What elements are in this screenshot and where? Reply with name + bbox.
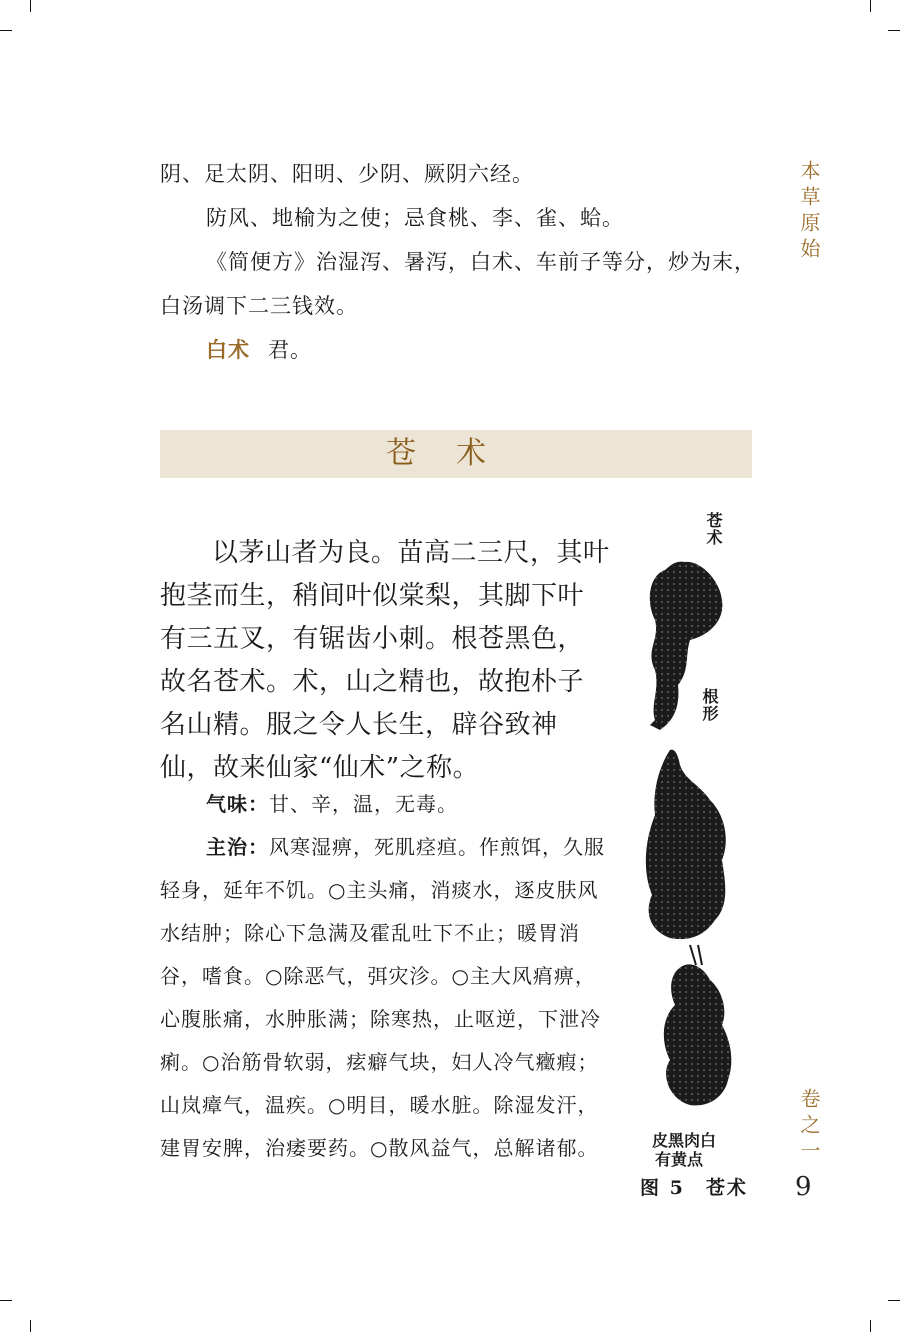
crop-mark: [30, 0, 31, 12]
crop-mark: [0, 30, 12, 31]
section-title: 苍术: [160, 430, 752, 478]
herb-name: 白术: [206, 337, 250, 362]
root-lower: [664, 945, 731, 1105]
herb-entry: [160, 328, 760, 372]
properties-block: [160, 783, 610, 1170]
continued-text-block: [160, 152, 760, 372]
root-middle: [646, 750, 726, 939]
figure-label-bottom-2: 有黄点: [655, 1150, 704, 1169]
zhuzhi-text: 风寒湿痹，死肌痉疸。作煎饵，久服轻身，延年不饥。○主头痛，消痰水，逐皮肤风水结肿；除心下急满及霍乱吐下不止；暖胃消谷，嗜食。○除恶气，弭灾沴。○主大风㾓痹，心腹胀痛，水肿胀满；除寒热，止呕逆，下泄冷痢。○治筋骨软弱，痃癖气块，妇人冷气癥瘕；山岚瘴气，温疾。○明目，暖水脏。除湿发汗，建胃安脾，治痿要药。○散风益气，总解诸郁。: [160, 835, 605, 1160]
main-paragraph: [160, 532, 610, 790]
zhuzhi-label: 主治：: [206, 835, 269, 859]
crop-mark: [888, 30, 900, 31]
text-line: 防风、地榆为之使；忌食桃、李、雀、蛤。: [206, 206, 624, 230]
text-line: 《简便方》治湿泻、暑泻，白术、车前子等分，炒为末，白汤调下二三钱效。: [160, 250, 756, 318]
book-title-vertical: 本草原始: [797, 160, 821, 264]
crop-mark: [870, 0, 871, 12]
figure-caption: 图 5 苍术: [640, 1177, 748, 1199]
crop-mark: [870, 1320, 871, 1332]
qiwei-label: 气味：: [206, 792, 269, 816]
cangzhu-root-illustration: [630, 540, 750, 1120]
text-line: 阴、足太阴、阳明、少阴、厥阴六经。: [160, 162, 534, 186]
crop-mark: [0, 1300, 12, 1301]
qiwei-text: 甘、辛，温，无毒。: [269, 792, 458, 816]
figure-label-top: 苍术: [704, 512, 723, 546]
crop-mark: [30, 1320, 31, 1332]
volume-vertical: 卷之一: [797, 1088, 821, 1166]
page-number: 9: [795, 1172, 812, 1202]
figure-label-middle: 根形: [700, 688, 719, 722]
figure-label-bottom-1: 皮黑肉白: [652, 1131, 717, 1150]
zhuzhi-paragraph: [160, 826, 610, 1170]
herb-rank: 君。: [268, 338, 312, 362]
crop-mark: [888, 1300, 900, 1301]
description-text: 以茅山者为良。苗高二三尺，其叶抱茎而生，稍间叶似棠梨，其脚下叶有三五叉，有锯齿小刺。根苍黑色，故名苍术。术，山之精也，故抱朴子名山精。服之令人长生，辟谷致神仙，故来仙家“仙术”之称。: [160, 538, 610, 783]
qiwei-line: [160, 783, 610, 826]
